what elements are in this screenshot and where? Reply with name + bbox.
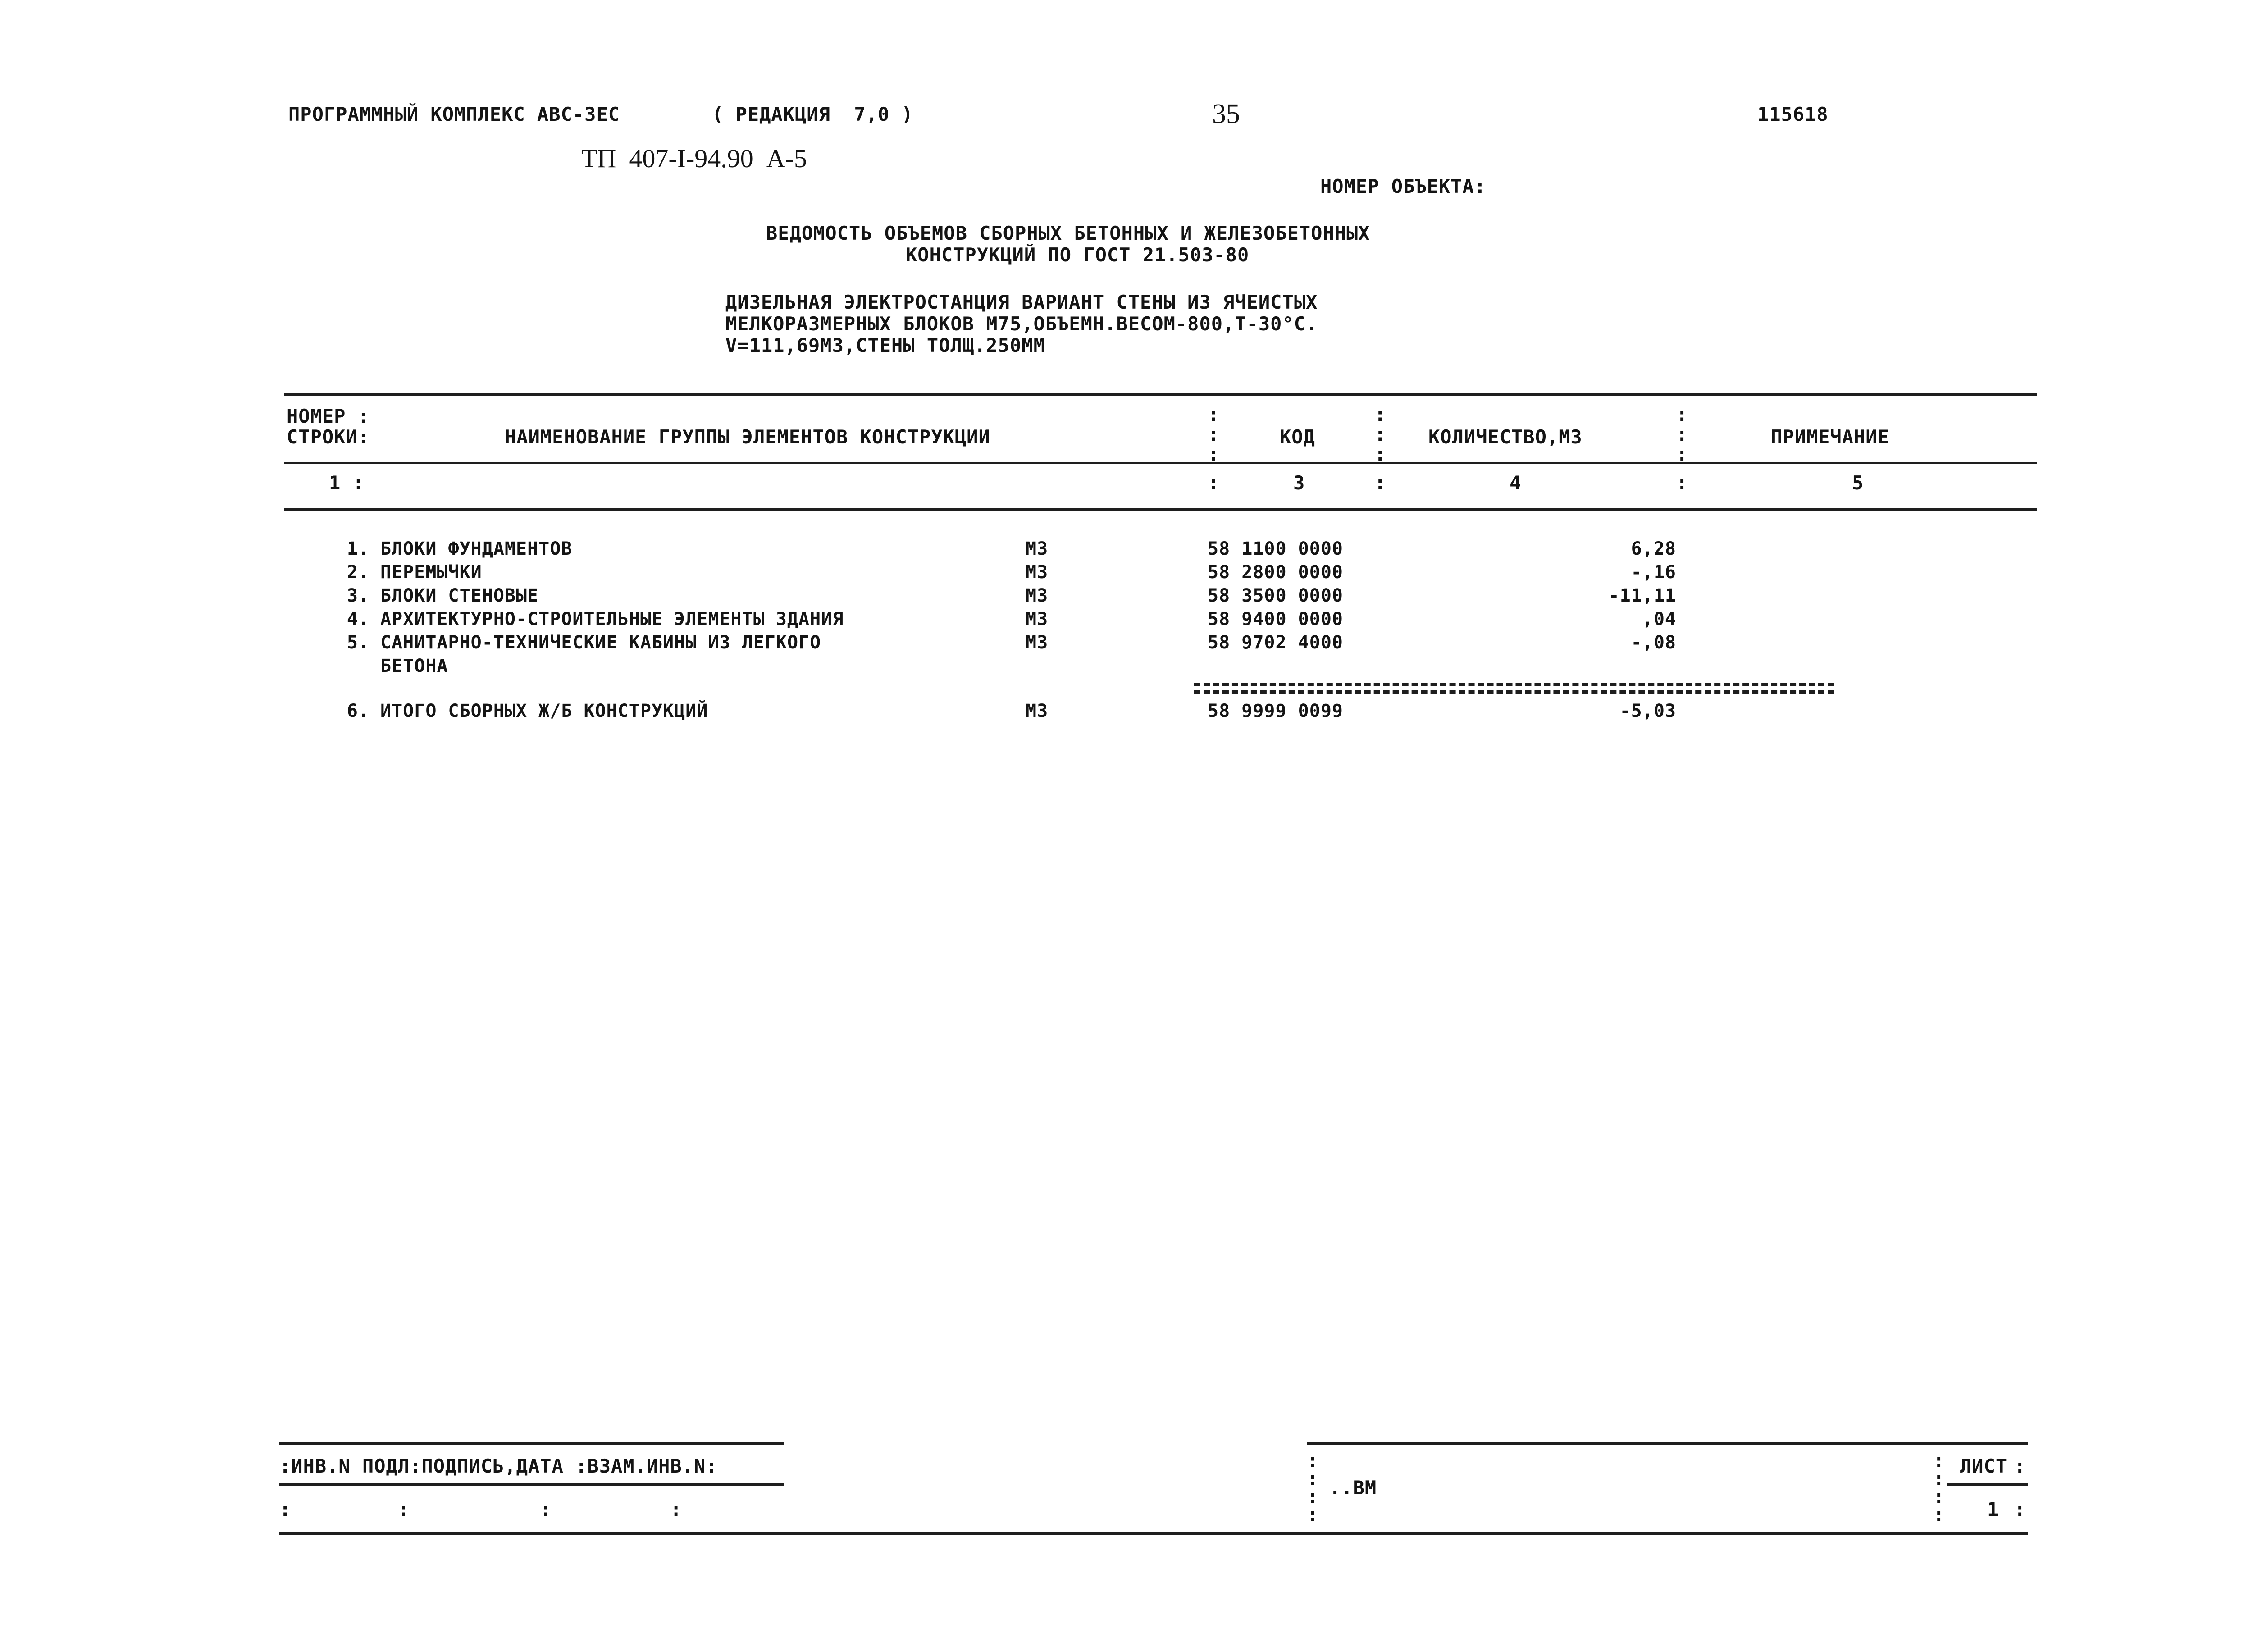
row-code: 58 9400 0000 <box>1208 609 1343 630</box>
table-colnum-rule <box>284 508 2037 511</box>
edition-label: ( РЕДАКЦИЯ 7,0 ) <box>712 103 913 125</box>
header-separator: : : : <box>1208 403 1220 465</box>
stamp-top-rule <box>279 1442 784 1445</box>
header-name: НАИМЕНОВАНИЕ ГРУППЫ ЭЛЕМЕНТОВ КОНСТРУКЦИИ <box>505 426 990 448</box>
tp-code: ТП 407-I-94.90 А-5 <box>581 144 807 173</box>
row-unit: М3 <box>1026 632 1049 653</box>
row-number: 3. <box>347 585 369 606</box>
colnum-3: 3 <box>1293 472 1305 494</box>
row-quantity: 6,28 <box>1631 538 1676 559</box>
row-quantity: ,04 <box>1642 609 1676 630</box>
stamp-label: :ИНВ.N ПОДЛ:ПОДПИСЬ,ДАТА :ВЗАМ.ИНВ.N: <box>279 1455 718 1477</box>
sheet-label-end: : <box>2014 1455 2026 1477</box>
object-description-line-1: ДИЗЕЛЬНАЯ ЭЛЕКТРОСТАНЦИЯ ВАРИАНТ СТЕНЫ ИЗ ЯЧЕИСТЫХ <box>725 291 1318 313</box>
footer-right-label: ..ВМ <box>1329 1477 1377 1499</box>
row-code: 58 2800 0000 <box>1208 562 1343 583</box>
sheet-number: 1 <box>1987 1498 1999 1520</box>
header-separator: : : : <box>1374 403 1386 465</box>
total-separator-bottom <box>1194 690 1834 694</box>
sheet-number-end: : <box>2014 1498 2026 1520</box>
row-number: 1. <box>347 538 369 559</box>
document-code: 115618 <box>1757 103 1829 125</box>
header-separator: : : : <box>1676 403 1688 465</box>
colnum-4: 4 <box>1510 472 1522 494</box>
header-code: КОД <box>1280 426 1315 448</box>
row-quantity: -,16 <box>1631 562 1676 583</box>
object-description-line-2: МЕЛКОРАЗМЕРНЫХ БЛОКОВ М75,ОБЪЕМН.ВЕСОМ-800,Т-30°С. <box>725 313 1318 335</box>
document-title-line-1: ВЕДОМОСТЬ ОБЪЕМОВ СБОРНЫХ БЕТОННЫХ И ЖЕЛЕЗОБЕТОННЫХ <box>766 222 1370 244</box>
row-code: 58 3500 0000 <box>1208 585 1343 606</box>
row-number: 2. <box>347 562 369 583</box>
footer-right-separator: : : : : <box>1307 1450 1319 1526</box>
colnum-5: 5 <box>1852 472 1864 494</box>
row-unit: М3 <box>1026 562 1049 583</box>
row-name: БЛОКИ СТЕНОВЫЕ <box>380 585 539 606</box>
header-row-number-1: НОМЕР : <box>287 405 370 427</box>
table-top-rule <box>284 393 2037 396</box>
colnum-separator: : <box>1374 472 1386 494</box>
page-number: 35 <box>1212 99 1240 129</box>
row-name-continued: БЕТОНА <box>380 656 448 676</box>
row-number: 4. <box>347 609 369 630</box>
table-header-rule <box>284 462 2037 464</box>
header-quantity: КОЛИЧЕСТВО,М3 <box>1428 426 1583 448</box>
total-number: 6. <box>347 701 369 721</box>
stamp-middle-rule <box>279 1483 784 1486</box>
footer-right-top-rule <box>1307 1442 2028 1445</box>
colnum-1: 1 : <box>329 472 365 494</box>
header-note: ПРИМЕЧАНИЕ <box>1771 426 1889 448</box>
row-code: 58 9702 4000 <box>1208 632 1343 653</box>
row-unit: М3 <box>1026 609 1049 630</box>
stamp-cells: : : : : <box>279 1498 682 1520</box>
row-unit: М3 <box>1026 538 1049 559</box>
sheet-separator: : : : : <box>1933 1450 1945 1526</box>
total-quantity: -5,03 <box>1619 701 1676 721</box>
row-code: 58 1100 0000 <box>1208 538 1343 559</box>
document-title-line-2: КОНСТРУКЦИЙ ПО ГОСТ 21.503-80 <box>906 244 1250 266</box>
sheet-divider <box>1947 1483 2028 1486</box>
footer-bottom-rule <box>279 1532 2028 1535</box>
colnum-separator: : <box>1208 472 1220 494</box>
header-row-number-2: СТРОКИ: <box>287 426 370 448</box>
row-name: АРХИТЕКТУРНО-СТРОИТЕЛЬНЫЕ ЭЛЕМЕНТЫ ЗДАНИЯ <box>380 609 844 630</box>
object-description-line-3: V=111,69М3,СТЕНЫ ТОЛЩ.250ММ <box>725 334 1045 356</box>
row-name: ПЕРЕМЫЧКИ <box>380 562 482 583</box>
total-unit: М3 <box>1026 701 1049 721</box>
total-separator-top <box>1194 683 1834 686</box>
program-name: ПРОГРАММНЫЙ КОМПЛЕКС АВС-ЗЕС <box>288 103 620 125</box>
row-number: 5. <box>347 632 369 653</box>
row-unit: М3 <box>1026 585 1049 606</box>
row-name: БЛОКИ ФУНДАМЕНТОВ <box>380 538 573 559</box>
total-name: ИТОГО СБОРНЫХ Ж/Б КОНСТРУКЦИЙ <box>380 701 708 721</box>
row-quantity: -,08 <box>1631 632 1676 653</box>
colnum-separator: : <box>1676 472 1688 494</box>
row-quantity: -11,11 <box>1608 585 1676 606</box>
sheet-label: ЛИСТ <box>1960 1455 2008 1477</box>
row-name: САНИТАРНО-ТЕХНИЧЕСКИЕ КАБИНЫ ИЗ ЛЕГКОГО <box>380 632 821 653</box>
object-number-label: НОМЕР ОБЪЕКТА: <box>1320 175 1487 197</box>
total-code: 58 9999 0099 <box>1208 701 1343 721</box>
